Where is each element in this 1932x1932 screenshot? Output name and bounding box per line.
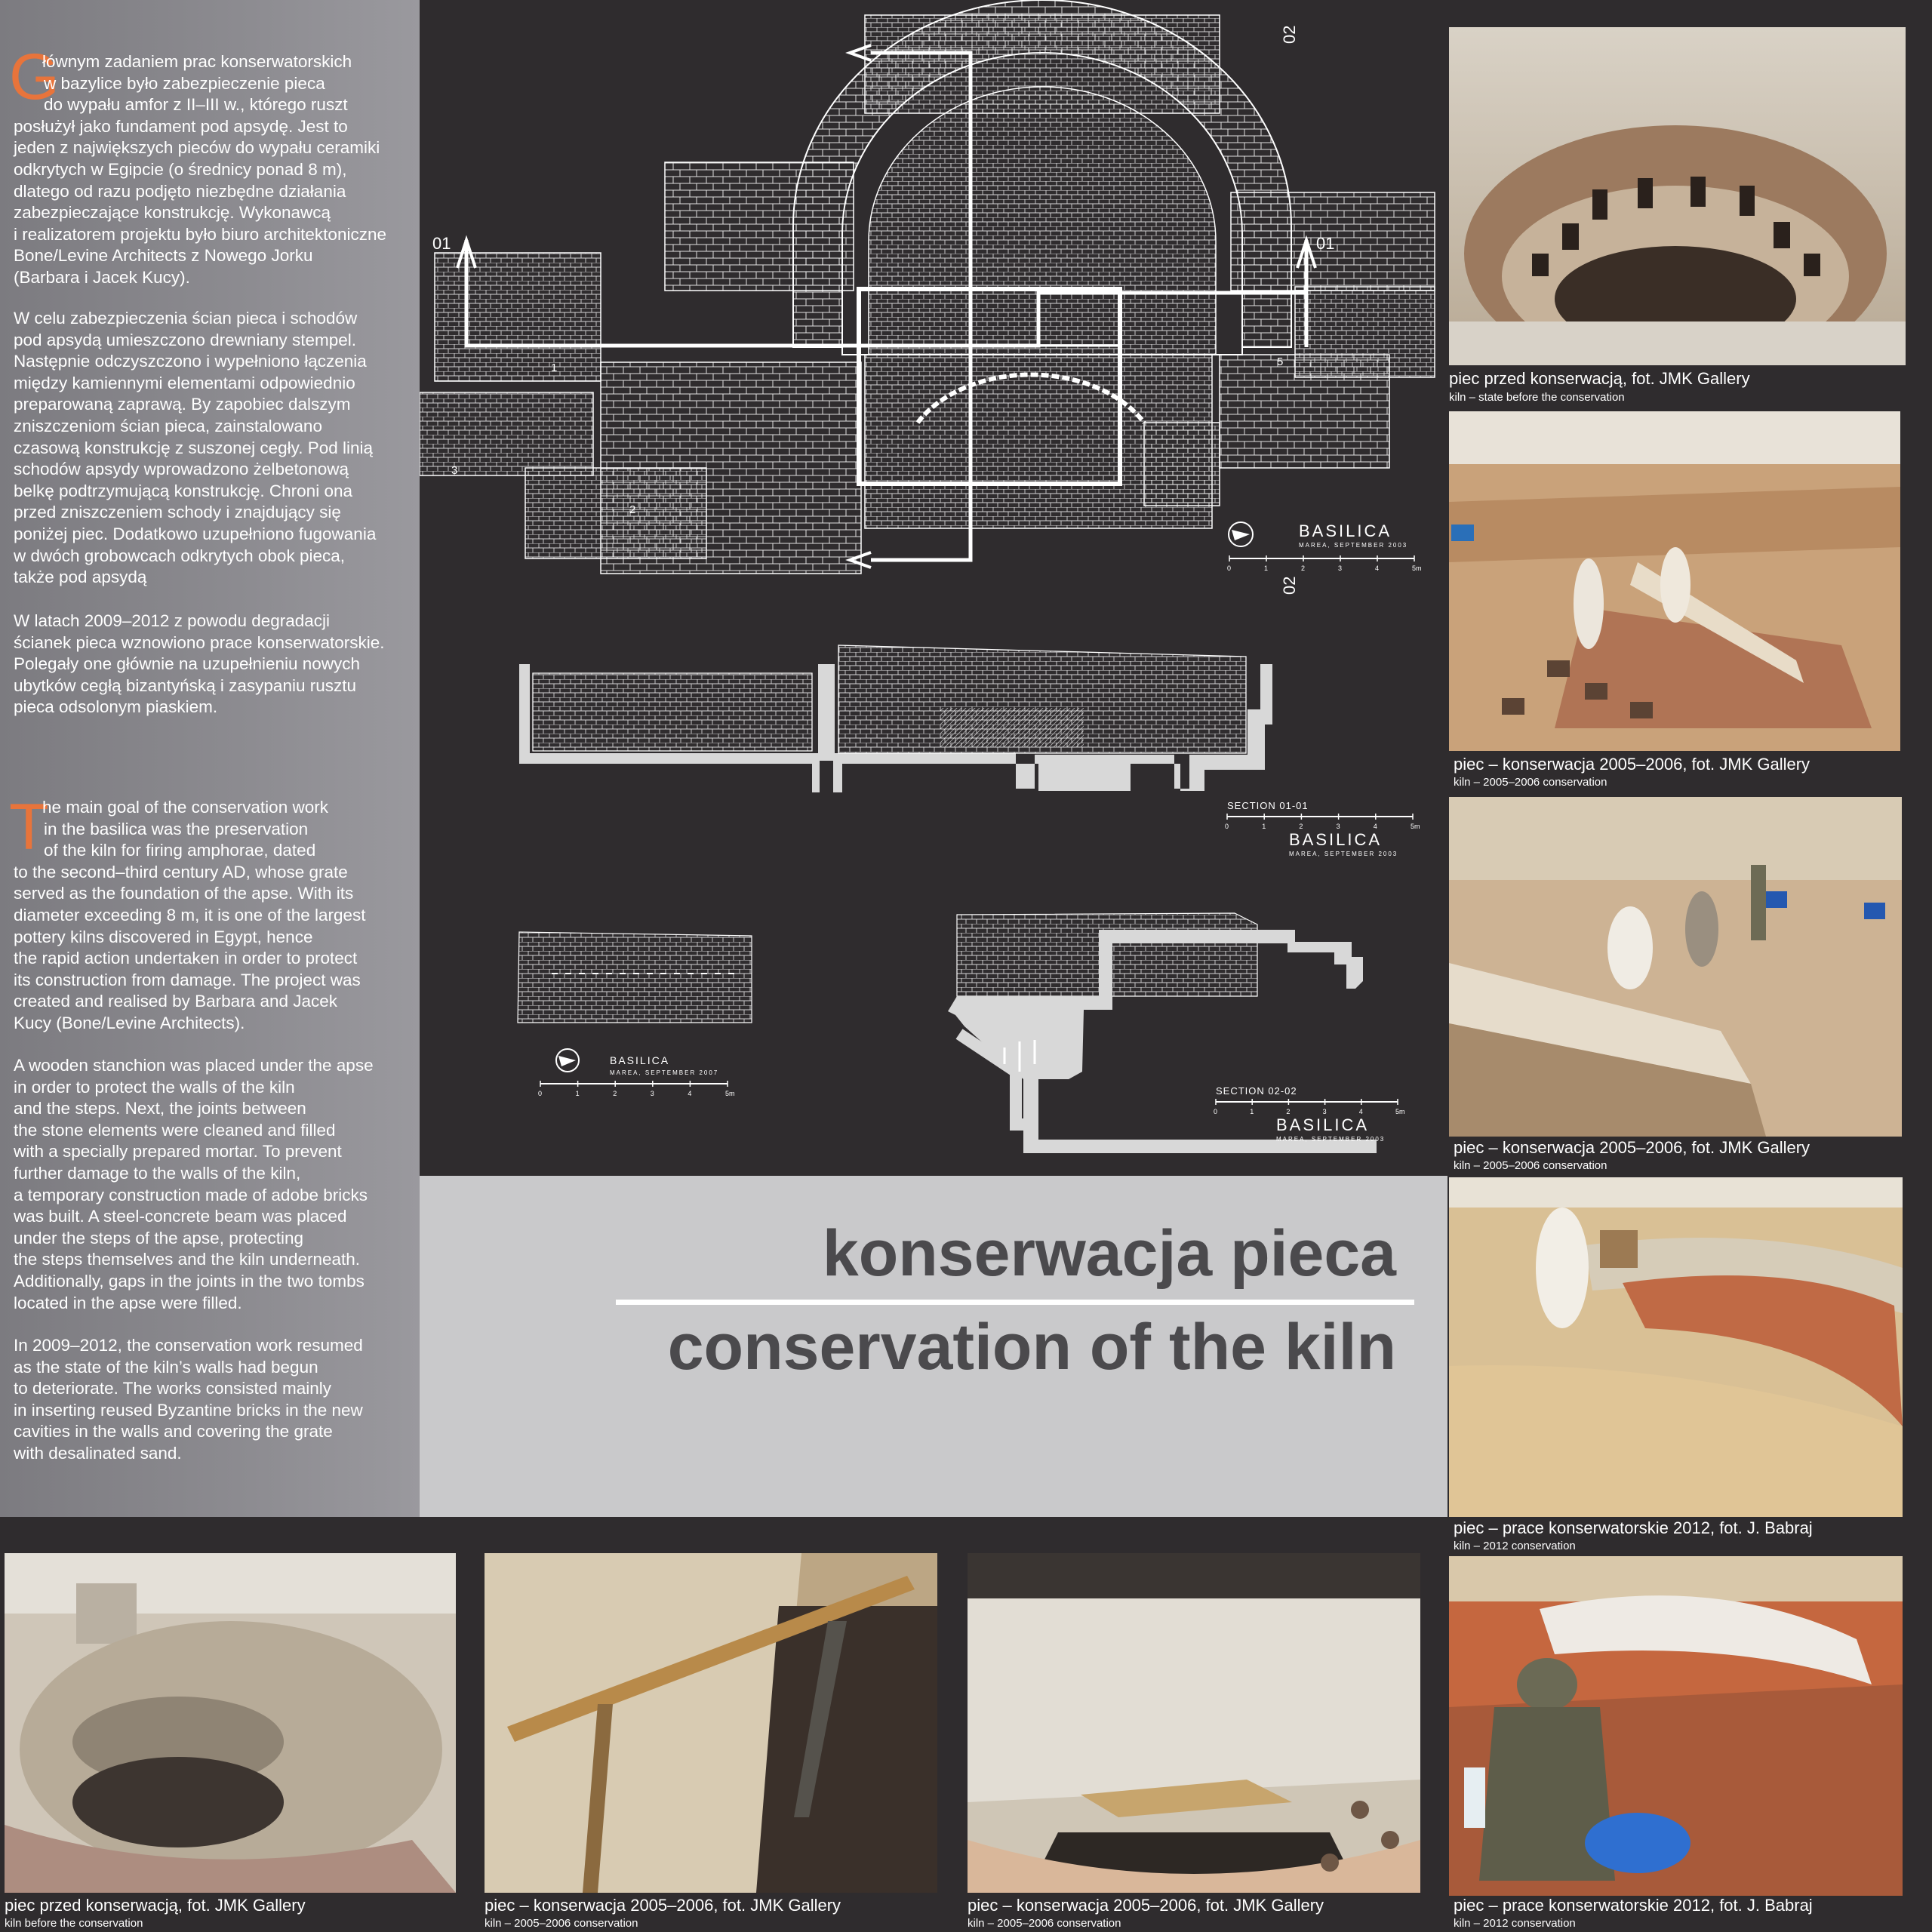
scale-tick-label: 0 [538, 1090, 543, 1097]
photo-kiln-conservation-2005-d [968, 1553, 1420, 1893]
caption-right-2-pl: piec – konserwacja 2005–2006, fot. JMK Gallery [1454, 755, 1810, 774]
caption-right-1-en: kiln – state before the conservation [1449, 391, 1625, 404]
section-marker-02-bottom: 02 [1280, 576, 1299, 595]
caption-right-4-en: kiln – 2012 conservation [1454, 1540, 1576, 1552]
photo-kiln-conservation-2012-a [1449, 1177, 1903, 1517]
drawings-svg [420, 0, 1447, 1176]
scale-tick-label: 3 [1322, 1108, 1327, 1115]
small-plan-drawing [518, 932, 752, 1023]
title-band [420, 1176, 1447, 1517]
caption-bottom-4-pl: piec – prace konserwatorskie 2012, fot. J. Babraj [1454, 1896, 1813, 1915]
polish-dropcap: G [9, 41, 60, 113]
scale-tick-label: 4 [1375, 565, 1380, 572]
scale-tick-label: 3 [1336, 823, 1340, 830]
plan-title-block [1227, 521, 1422, 572]
scale-tick-label: 3 [1338, 565, 1343, 572]
room-label-2: 2 [629, 503, 636, 516]
scale-tick-label: 5m [1412, 565, 1422, 572]
section-02-title-block [1214, 1085, 1405, 1143]
photo-kiln-conservation-2012-b [1449, 1556, 1903, 1896]
scale-tick-label: 0 [1227, 565, 1232, 572]
caption-bottom-3-en: kiln – 2005–2006 conservation [968, 1917, 1121, 1930]
section-marker-02-top: 02 [1280, 25, 1299, 44]
scale-tick-label: 1 [1262, 823, 1266, 830]
english-paragraph-3: In 2009–2012, the conservation work resumed as the state of the kiln’s walls had begun to deteriorate. The works consisted mainly in inserting reused Byzantine bricks in the new cavities in the walls and covering the grate with desalinated sand. [14, 1336, 363, 1463]
scale-tick-label: 1 [1250, 1108, 1254, 1115]
scale-tick-label: 2 [1286, 1108, 1291, 1115]
room-label-3: 3 [451, 464, 458, 477]
caption-bottom-1-en: kiln before the conservation [5, 1917, 143, 1930]
small-plan-title-block [538, 1049, 735, 1097]
scale-tick-label: 4 [688, 1090, 692, 1097]
photo-kiln-conservation-2005-c [485, 1553, 937, 1893]
section-01-subtitle: MAREA, SEPTEMBER 2003 [1289, 851, 1398, 857]
scale-tick-label: 0 [1225, 823, 1229, 830]
small-plan-subtitle: MAREA, SEPTEMBER 2007 [610, 1069, 719, 1076]
english-paragraph-1: he main goal of the conservation work in the basilica was the preservation of the kiln for firing amphorae, dated to the second–third century AD, whose grate served as the foundation of the apse. With its diameter exceeding 8 m, it is one of the largest pottery kilns discovered in Egypt, hence the rapid action undertaken in order to protect its construction from damage. The project was created and realised by Barbara and Jacek Kucy (Bone/Levine Architects). [14, 798, 366, 1032]
plan-title: BASILICA [1299, 521, 1392, 540]
scale-tick-label: 0 [1214, 1108, 1218, 1115]
room-label-5: 5 [1277, 355, 1284, 368]
section-01-title: BASILICA [1289, 830, 1383, 849]
english-paragraph-2: A wooden stanchion was placed under the apse in order to protect the walls of the kiln and the steps. Next, the joints between the stone elements were cleaned and filled with a specially prepared mortar. To prevent further damage to the walls of the kiln, a temporary construction made of adobe bricks was built. A steel-concrete beam was placed under the steps of the apse, protecting the steps themselves and the kiln underneath. Additionally, gaps in the joints in the two tombs located in the apse were filled. [14, 1056, 374, 1312]
caption-right-3-en: kiln – 2005–2006 conservation [1454, 1159, 1607, 1172]
photo-kiln-conservation-2005-a [1449, 411, 1900, 751]
photo-kiln-before-conservation-2 [5, 1553, 456, 1893]
title-polish: konserwacja pieca [822, 1217, 1396, 1290]
title-divider [616, 1300, 1414, 1305]
scale-tick-label: 5m [1395, 1108, 1405, 1115]
photo-kiln-conservation-2005-b [1449, 797, 1902, 1137]
caption-bottom-2-en: kiln – 2005–2006 conservation [485, 1917, 638, 1930]
room-label-1: 1 [551, 361, 558, 374]
polish-paragraph-2: W celu zabezpieczenia ścian pieca i schodów pod apsydą umieszczono drewniany stempel. Następnie odczyszczono i wypełniono łączenia między kamiennymi elementami odpowiednio preparowaną zaprawą. By zapobiec dalszym zniszczeniom ścian pieca, zainstalowano czasową konstrukcję z suszonej cegły. Pod linią schodów apsydy wprowadzono żelbetonową belkę podtrzymującą konstrukcję. Chroni ona przed zniszczeniem schody i znajdujący się poniżej piec. Dodatkowo uzupełniono fugowania w dwóch grobowcach odkrytych obok pieca, także pod apsydą [14, 309, 377, 587]
caption-right-2-en: kiln – 2005–2006 conservation [1454, 776, 1607, 789]
architectural-drawings [420, 0, 1447, 1176]
section-02-title: BASILICA [1276, 1115, 1370, 1134]
scale-tick-label: 5m [1411, 823, 1420, 830]
section-marker-01-left: 01 [432, 234, 451, 253]
scale-tick-label: 2 [613, 1090, 617, 1097]
caption-bottom-3-pl: piec – konserwacja 2005–2006, fot. JMK Gallery [968, 1896, 1324, 1915]
caption-right-1-pl: piec przed konserwacją, fot. JMK Gallery [1449, 369, 1750, 388]
section-01-title-block [1225, 800, 1420, 857]
basilica-plan [420, 0, 1435, 574]
section-01-label: SECTION 01-01 [1227, 800, 1309, 811]
scale-tick-label: 5m [725, 1090, 735, 1097]
scale-tick-label: 2 [1299, 823, 1303, 830]
section-02-label: SECTION 02-02 [1216, 1085, 1297, 1097]
small-plan-title: BASILICA [610, 1054, 670, 1066]
scale-tick-label: 3 [650, 1090, 654, 1097]
scale-tick-label: 1 [1264, 565, 1269, 572]
plan-subtitle: MAREA, SEPTEMBER 2003 [1299, 542, 1408, 549]
section-marker-01-right: 01 [1316, 234, 1335, 253]
scale-tick-label: 4 [1373, 823, 1377, 830]
caption-right-3-pl: piec – konserwacja 2005–2006, fot. JMK Gallery [1454, 1138, 1810, 1157]
polish-paragraph-1: łównym zadaniem prac konserwatorskich w bazylice było zabezpieczenie pieca do wypału amfor z II–III w., którego ruszt posłużył jako fundament pod apsydę. Jest to jeden z największych pieców do wypału ceramiki odkrytych w Egipcie (o średnicy ponad 8 m), dlatego od razu podjęto niezbędne działania zabezpieczające konstrukcję. Wykonawcą i realizatorem projektu było biuro architektoniczne Bone/Levine Architects z Nowego Jorku (Barbara i Jacek Kucy). [14, 52, 386, 287]
scale-tick-label: 4 [1358, 1108, 1363, 1115]
scale-tick-label: 2 [1301, 565, 1306, 572]
polish-paragraph-3: W latach 2009–2012 z powodu degradacji ścianek pieca wznowiono prace konserwatorskie. Polegały one głównie na uzupełnieniu nowych ubytków cegłą bizantyńską i zasypaniu rusztu pieca odsolonym piaskiem. [14, 611, 385, 717]
section-01-drawing [519, 645, 1272, 792]
caption-right-4-pl: piec – prace konserwatorskie 2012, fot. J. Babraj [1454, 1518, 1813, 1537]
photo-kiln-before-conservation [1449, 27, 1906, 365]
caption-bottom-4-en: kiln – 2012 conservation [1454, 1917, 1576, 1930]
title-english: conservation of the kiln [667, 1311, 1396, 1383]
scale-tick-label: 1 [575, 1090, 580, 1097]
section-02-subtitle: MAREA, SEPTEMBER 2003 [1276, 1136, 1386, 1143]
english-dropcap: T [9, 791, 49, 863]
caption-bottom-1-pl: piec przed konserwacją, fot. JMK Gallery [5, 1896, 306, 1915]
text-column [0, 0, 420, 1517]
caption-bottom-2-pl: piec – konserwacja 2005–2006, fot. JMK Gallery [485, 1896, 841, 1915]
